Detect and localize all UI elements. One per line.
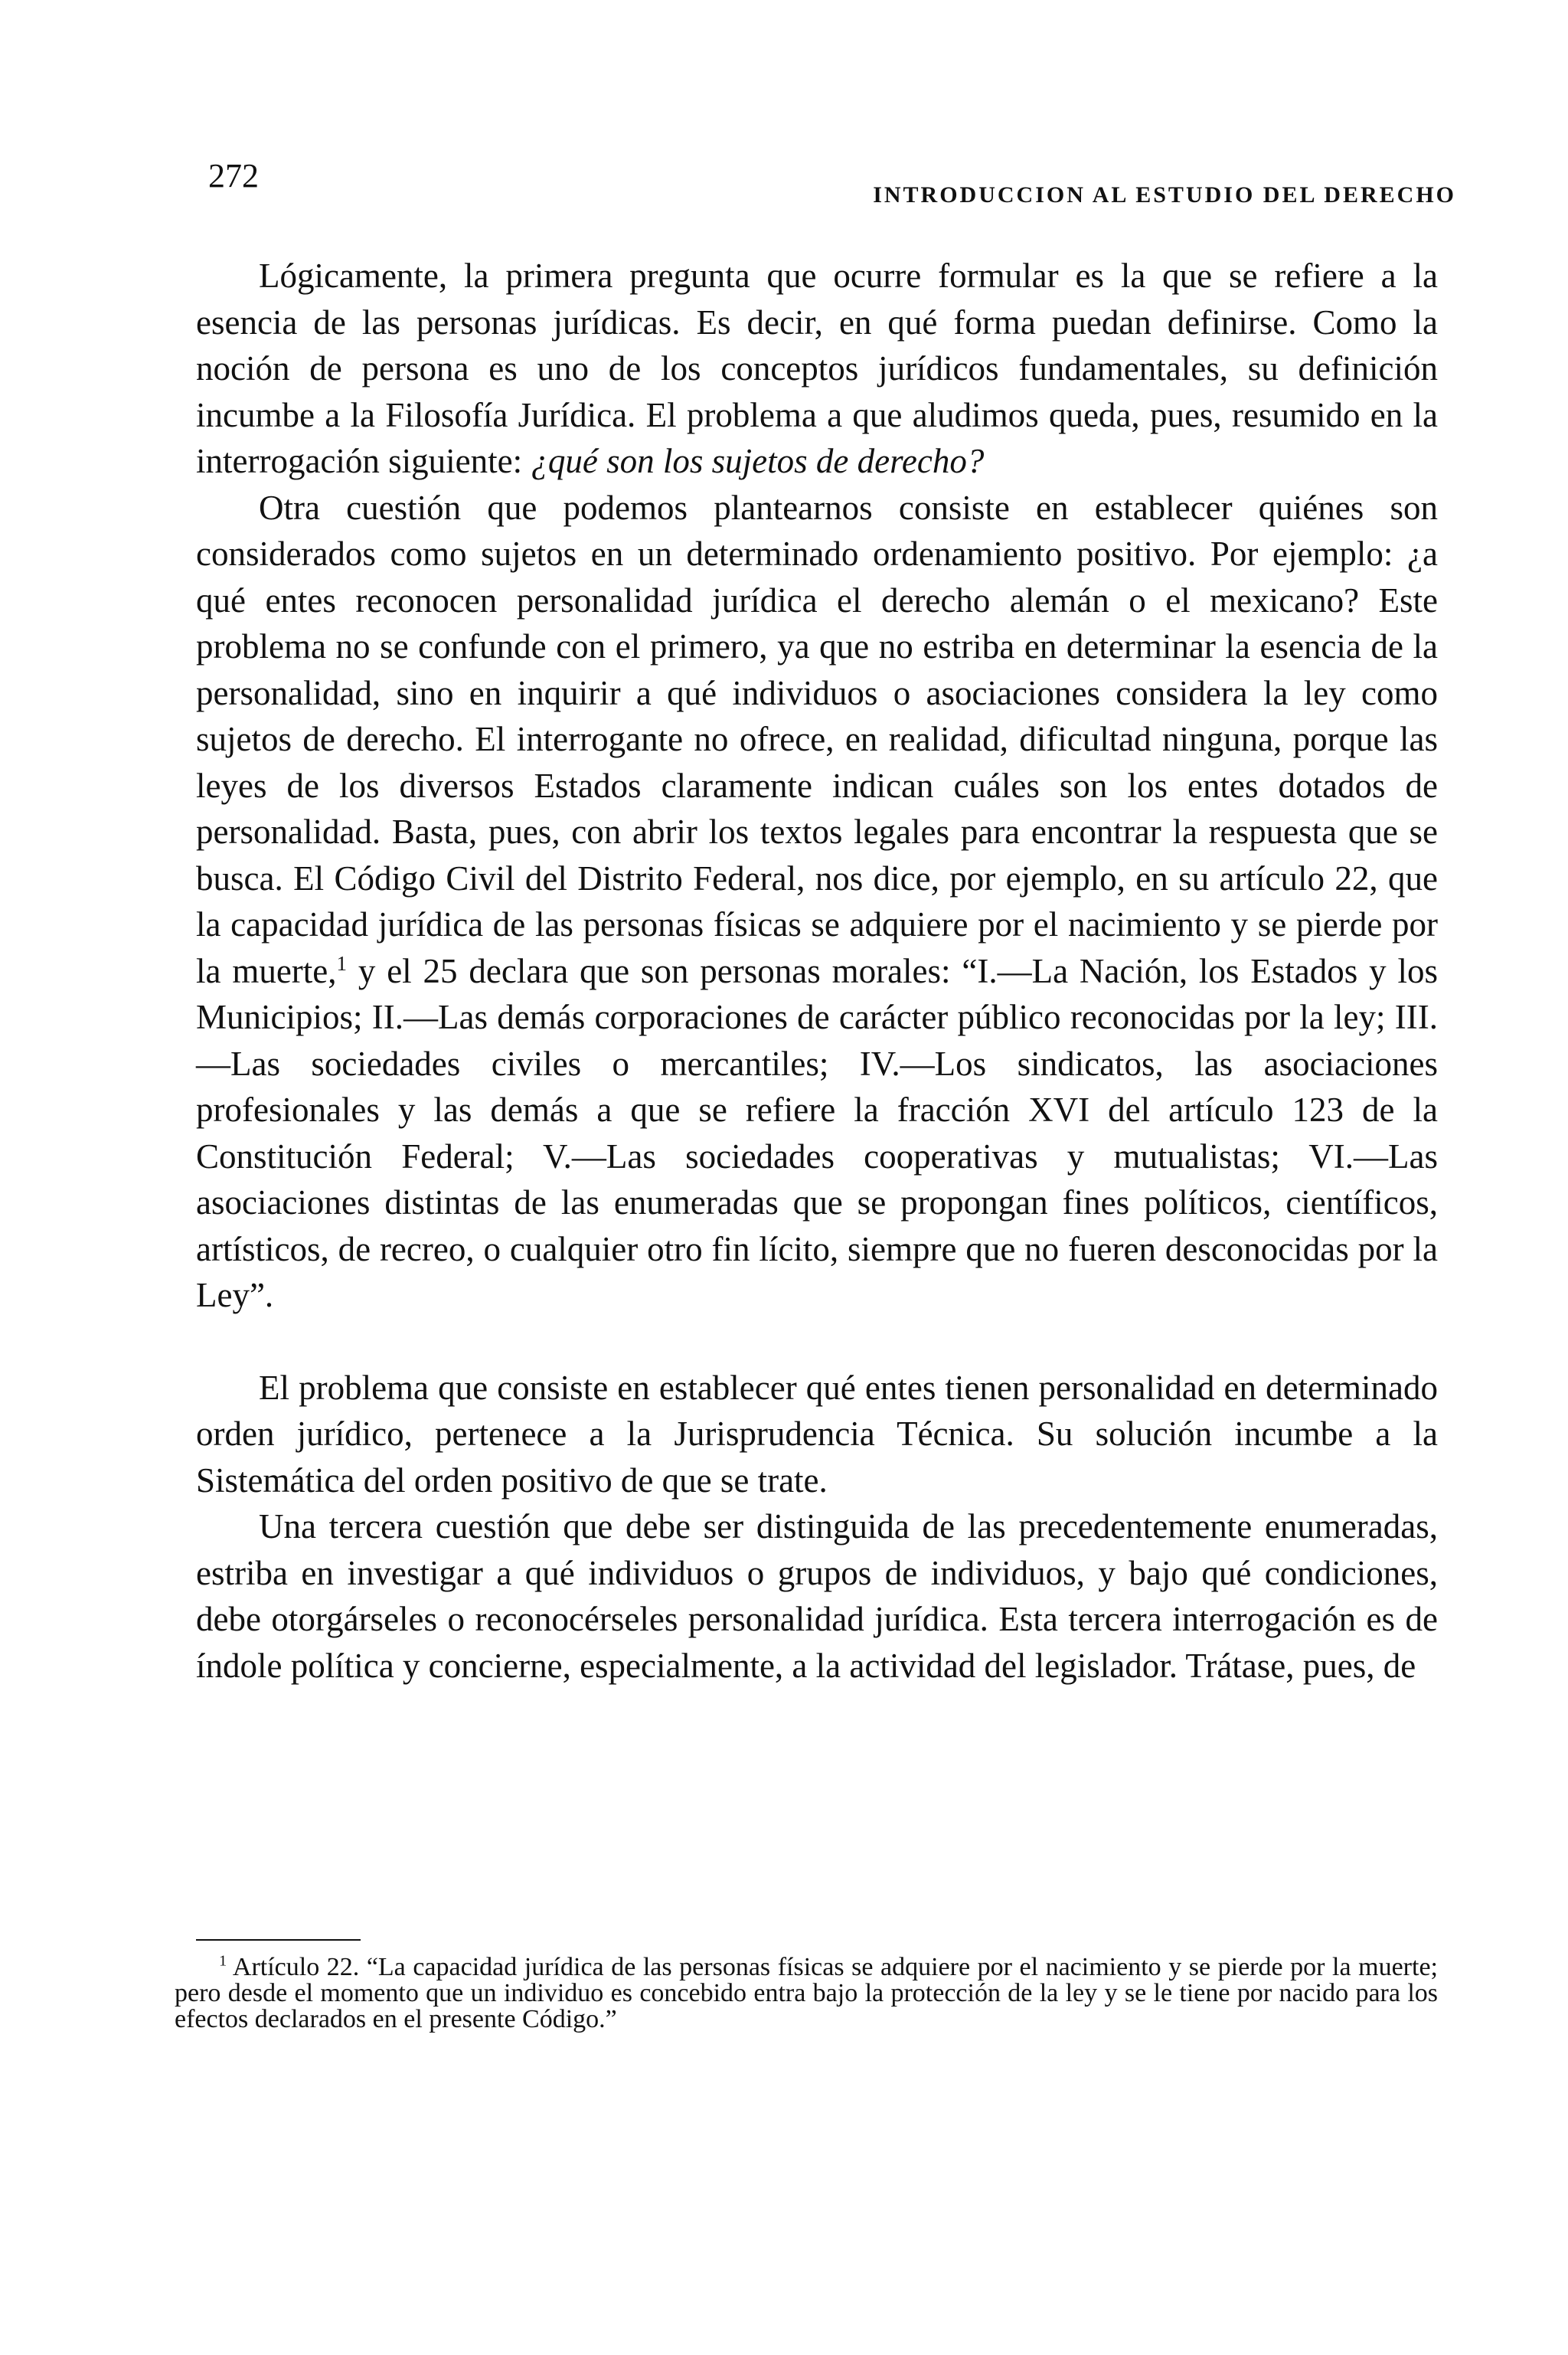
footnote-number: 1 — [219, 1952, 227, 1970]
paragraph-2 — [196, 485, 1438, 1319]
footnote-text: Artículo 22. “La capacidad jurídica de las personas físicas se adquiere por el nacimiento y se pierde por la muerte; pero desde el momento que un individuo es concebido entra bajo la protección de la ley y se le tiene por nacido para los efectos declarados en el presente Código.” — [175, 1953, 1438, 2033]
footnote-ref-1: 1 — [336, 951, 348, 975]
running-title: INTRODUCCION AL ESTUDIO DEL DERECHO — [873, 182, 1456, 208]
paragraph-3: El problema que consiste en establecer qué entes tienen personalidad en determinado orden jurídico, pertenece a la Jurisprudencia Técnica. Su solución incumbe a la Sistemática del orden positivo de que se trate. — [196, 1368, 1438, 1500]
paragraph-1 — [196, 253, 1438, 485]
body-text — [196, 253, 1438, 1689]
paragraph-1-question: ¿qué son los sujetos de derecho? — [531, 442, 985, 480]
footnote — [175, 1954, 1438, 2033]
footnote-1 — [175, 1954, 1438, 2033]
page-number: 272 — [208, 157, 259, 195]
footnote-rule — [196, 1939, 361, 1941]
paragraph-4: Una tercera cuestión que debe ser distinguida de las precedentemente enumeradas, estriba en investigar a qué individuos o grupos de individuos, y bajo qué condiciones, debe otorgárseles o reconocérseles personalidad jurídica. Esta tercera interrogación es de índole política y concierne, especialmente, a la actividad del legislador. Trátase, pues, de — [196, 1507, 1438, 1685]
paragraph-1-text: Lógicamente, la primera pregunta que ocurre formular es la que se refiere a la esencia de las personas jurídicas. Es decir, en qué forma puedan definirse. Como la noción de persona es uno de los conceptos jurídicos fundamentales, su definición incumbe a la Filosofía Jurídica. El problema a que aludimos queda, pues, resumido en la interrogación siguiente: — [196, 257, 1438, 480]
paragraph-2-text-b: y el 25 declara que son personas morales: “I.—La Nación, los Estados y los Municipios; II.—Las demás corporaciones de carácter público reconocidas por la ley; III.—Las sociedades civiles o mercantiles; IV.—Los sindicatos, las asociaciones profesionales y las demás a que se refiere la fracción XVI del artículo 123 de la Constitución Federal; V.—Las sociedades cooperativas y mutualistas; VI.—Las asociaciones distintas de las enumeradas que se propongan fines políticos, científicos, artísticos, de recreo, o cualquier otro fin lícito, siempre que no fueren desconocidas por la Ley”. — [196, 951, 1438, 1314]
paragraph-2-text-a: Otra cuestión que podemos plantearnos consiste en establecer quiénes son considerados como sujetos en un determinado ordenamiento positivo. Por ejemplo: ¿a qué entes reconocen personalidad jurídica el derecho alemán o el mexicano? Este problema no se confunde con el primero, ya que no estriba en determinar la esencia de la personalidad, sino en inquirir a qué individuos o asociaciones considera la ley como sujetos de derecho. El interrogante no ofrece, en realidad, dificultad ninguna, porque las leyes de los diversos Estados claramente indican cuáles son los entes dotados de personalidad. Basta, pues, con abrir los textos legales para encontrar la respuesta que se busca. El Código Civil del Distrito Federal, nos dice, por ejemplo, en su artículo 22, que la capacidad jurídica de las personas físicas se adquiere por el nacimiento y se pierde por la muerte, — [196, 488, 1438, 990]
